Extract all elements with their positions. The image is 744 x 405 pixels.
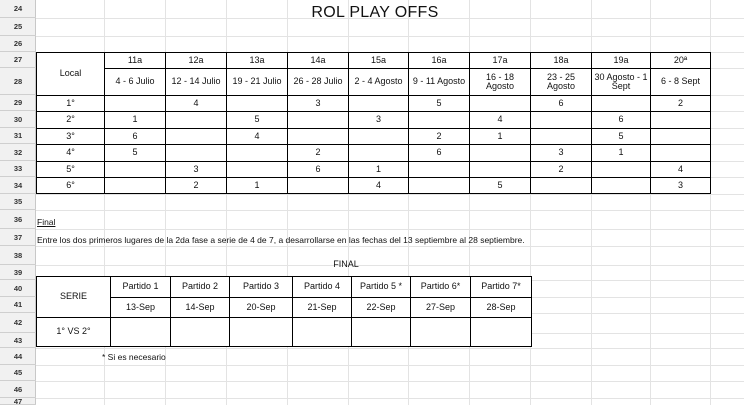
opponent-cell[interactable]: 5	[105, 145, 166, 161]
opponent-cell[interactable]: 4	[166, 96, 227, 112]
opponent-cell[interactable]	[409, 112, 470, 128]
row-number[interactable]: 28	[0, 68, 36, 95]
row-number[interactable]: 47	[0, 398, 36, 405]
round-date-cell[interactable]: 19 - 21 Julio	[227, 69, 288, 96]
opponent-cell[interactable]: 2	[651, 96, 711, 112]
opponent-cell[interactable]	[592, 177, 651, 193]
opponent-cell[interactable]	[349, 145, 409, 161]
match-date-cell[interactable]: 13-Sep	[111, 298, 171, 318]
row-number[interactable]: 46	[0, 381, 36, 398]
opponent-cell[interactable]: 4	[349, 177, 409, 193]
footnote: * Si es necesario	[102, 352, 166, 362]
opponent-cell[interactable]	[531, 112, 592, 128]
rol-table	[36, 52, 711, 194]
opponent-cell[interactable]	[105, 96, 166, 112]
opponent-cell[interactable]	[470, 161, 531, 177]
local-header-cell[interactable]: Local	[37, 53, 105, 96]
rounds-row	[37, 53, 711, 69]
result-cell[interactable]	[293, 318, 352, 347]
round-header-cell[interactable]: 11a	[105, 53, 166, 69]
table-row	[37, 128, 711, 144]
opponent-cell[interactable]	[227, 161, 288, 177]
row-number[interactable]: 34	[0, 177, 36, 194]
opponent-cell[interactable]	[166, 128, 227, 144]
position-label-cell[interactable]: 6°	[37, 177, 105, 193]
round-header-cell[interactable]: 12a	[166, 53, 227, 69]
opponent-cell[interactable]: 6	[409, 145, 470, 161]
result-cell[interactable]	[171, 318, 230, 347]
match-header-cell[interactable]: Partido 7*	[471, 277, 532, 298]
round-header-cell[interactable]: 15a	[349, 53, 409, 69]
round-date-cell[interactable]: 26 - 28 Julio	[288, 69, 349, 96]
table-row	[37, 177, 711, 193]
opponent-cell[interactable]	[470, 96, 531, 112]
opponent-cell[interactable]: 1	[470, 128, 531, 144]
opponent-cell[interactable]	[592, 96, 651, 112]
position-label-cell[interactable]: 4°	[37, 145, 105, 161]
row-number[interactable]: 24	[0, 0, 36, 18]
opponent-cell[interactable]: 1	[227, 177, 288, 193]
match-header-cell[interactable]: Partido 2	[171, 277, 230, 298]
serie-header-cell[interactable]: SERIE	[37, 277, 111, 318]
round-date-cell[interactable]: 6 - 8 Sept	[651, 69, 711, 96]
result-cell[interactable]	[111, 318, 171, 347]
opponent-cell[interactable]: 6	[592, 112, 651, 128]
opponent-cell[interactable]	[288, 128, 349, 144]
row-number[interactable]: 37	[0, 229, 36, 246]
opponent-cell[interactable]	[409, 177, 470, 193]
table-row	[37, 161, 711, 177]
opponent-cell[interactable]: 3	[288, 96, 349, 112]
opponent-cell[interactable]: 4	[651, 161, 711, 177]
opponent-cell[interactable]: 6	[288, 161, 349, 177]
match-date-cell[interactable]: 14-Sep	[171, 298, 230, 318]
opponent-cell[interactable]: 5	[409, 96, 470, 112]
opponent-cell[interactable]	[651, 145, 711, 161]
opponent-cell[interactable]	[470, 145, 531, 161]
opponent-cell[interactable]: 5	[592, 128, 651, 144]
row-number[interactable]: 26	[0, 36, 36, 52]
opponent-cell[interactable]: 1	[592, 145, 651, 161]
opponent-cell[interactable]	[651, 128, 711, 144]
opponent-cell[interactable]: 3	[531, 145, 592, 161]
final-heading: Final	[37, 217, 56, 227]
row-number[interactable]: 39	[0, 265, 36, 280]
opponent-cell[interactable]: 1	[105, 112, 166, 128]
row-number[interactable]: 29	[0, 95, 36, 111]
row-number[interactable]: 35	[0, 194, 36, 210]
row-number[interactable]: 36	[0, 210, 36, 229]
match-header-cell[interactable]: Partido 1	[111, 277, 171, 298]
opponent-cell[interactable]: 4	[227, 128, 288, 144]
opponent-cell[interactable]	[227, 96, 288, 112]
match-header-cell[interactable]: Partido 4	[293, 277, 352, 298]
matches-row	[37, 277, 532, 298]
match-dates-row	[37, 298, 532, 318]
position-label-cell[interactable]: 5°	[37, 161, 105, 177]
opponent-cell[interactable]	[166, 145, 227, 161]
round-date-cell[interactable]: 30 Agosto - 1 Sept	[592, 69, 651, 96]
opponent-cell[interactable]: 3	[651, 177, 711, 193]
opponent-cell[interactable]	[227, 145, 288, 161]
result-cell[interactable]	[352, 318, 411, 347]
round-header-cell[interactable]: 16a	[409, 53, 470, 69]
row-number[interactable]: 27	[0, 52, 36, 68]
round-header-cell[interactable]: 18a	[531, 53, 592, 69]
table-row	[37, 145, 711, 161]
opponent-cell[interactable]: 6	[105, 128, 166, 144]
row-number[interactable]: 33	[0, 161, 36, 177]
round-header-cell[interactable]: 13a	[227, 53, 288, 69]
opponent-cell[interactable]	[349, 128, 409, 144]
opponent-cell[interactable]: 3	[166, 161, 227, 177]
round-date-cell[interactable]: 23 - 25 Agosto	[531, 69, 592, 96]
opponent-cell[interactable]: 2	[166, 177, 227, 193]
final-table-title: FINAL	[333, 259, 359, 269]
opponent-cell[interactable]	[531, 177, 592, 193]
row-header-column	[0, 0, 36, 405]
match-header-cell[interactable]: Partido 3	[230, 277, 293, 298]
result-cell[interactable]	[230, 318, 293, 347]
opponent-cell[interactable]: 6	[531, 96, 592, 112]
row-number[interactable]: 31	[0, 128, 36, 144]
round-date-cell[interactable]: 9 - 11 Agosto	[409, 69, 470, 96]
opponent-cell[interactable]: 3	[349, 112, 409, 128]
match-date-cell[interactable]: 22-Sep	[352, 298, 411, 318]
matchup-row	[37, 318, 532, 347]
round-header-cell[interactable]: 19a	[592, 53, 651, 69]
row-number[interactable]: 32	[0, 144, 36, 161]
row-number[interactable]: 45	[0, 365, 36, 381]
opponent-cell[interactable]	[105, 161, 166, 177]
sheet-title: ROL PLAY OFFS	[311, 4, 439, 21]
table-row	[37, 112, 711, 128]
row-number[interactable]: 30	[0, 111, 36, 128]
row-number[interactable]: 38	[0, 246, 36, 265]
round-header-cell[interactable]: 14a	[288, 53, 349, 69]
opponent-cell[interactable]	[592, 161, 651, 177]
opponent-cell[interactable]: 1	[349, 161, 409, 177]
opponent-cell[interactable]: 5	[470, 177, 531, 193]
round-date-cell[interactable]: 12 - 14 Julio	[166, 69, 227, 96]
match-date-cell[interactable]: 21-Sep	[293, 298, 352, 318]
opponent-cell[interactable]	[288, 112, 349, 128]
position-label-cell[interactable]: 3°	[37, 128, 105, 144]
position-label-cell[interactable]: 1°	[37, 96, 105, 112]
matchup-cell[interactable]: 1° VS 2°	[37, 318, 111, 347]
round-header-cell[interactable]: 17a	[470, 53, 531, 69]
opponent-cell[interactable]	[288, 177, 349, 193]
match-date-cell[interactable]: 27-Sep	[411, 298, 471, 318]
match-date-cell[interactable]: 28-Sep	[471, 298, 532, 318]
opponent-cell[interactable]: 5	[227, 112, 288, 128]
match-date-cell[interactable]: 20-Sep	[230, 298, 293, 318]
final-table	[36, 276, 532, 347]
table-row	[37, 96, 711, 112]
round-date-cell[interactable]: 16 - 18 Agosto	[470, 69, 531, 96]
opponent-cell[interactable]: 2	[409, 128, 470, 144]
opponent-cell[interactable]	[166, 112, 227, 128]
row-number[interactable]: 25	[0, 18, 36, 36]
opponent-cell[interactable]	[349, 96, 409, 112]
row-number[interactable]: 43	[0, 333, 36, 348]
row-number[interactable]: 44	[0, 348, 36, 365]
round-header-cell[interactable]: 20ª	[651, 53, 711, 69]
opponent-cell[interactable]: 2	[531, 161, 592, 177]
row-number[interactable]: 40	[0, 280, 36, 297]
row-number[interactable]: 42	[0, 313, 36, 333]
result-cell[interactable]	[471, 318, 532, 347]
round-date-cell[interactable]: 4 - 6 Julio	[105, 69, 166, 96]
opponent-cell[interactable]	[531, 128, 592, 144]
position-label-cell[interactable]: 2°	[37, 112, 105, 128]
opponent-cell[interactable]	[409, 161, 470, 177]
row-number[interactable]: 41	[0, 297, 36, 313]
final-description: Entre los dos primeros lugares de la 2da fase a serie de 4 de 7, a desarrollarse en las fechas del 13 septiembre al 28 septiembre.	[37, 235, 525, 245]
round-date-cell[interactable]: 2 - 4 Agosto	[349, 69, 409, 96]
dates-row	[37, 69, 711, 96]
result-cell[interactable]	[411, 318, 471, 347]
opponent-cell[interactable]: 2	[288, 145, 349, 161]
opponent-cell[interactable]	[105, 177, 166, 193]
match-header-cell[interactable]: Partido 6*	[411, 277, 471, 298]
opponent-cell[interactable]: 4	[470, 112, 531, 128]
opponent-cell[interactable]	[651, 112, 711, 128]
match-header-cell[interactable]: Partido 5 *	[352, 277, 411, 298]
